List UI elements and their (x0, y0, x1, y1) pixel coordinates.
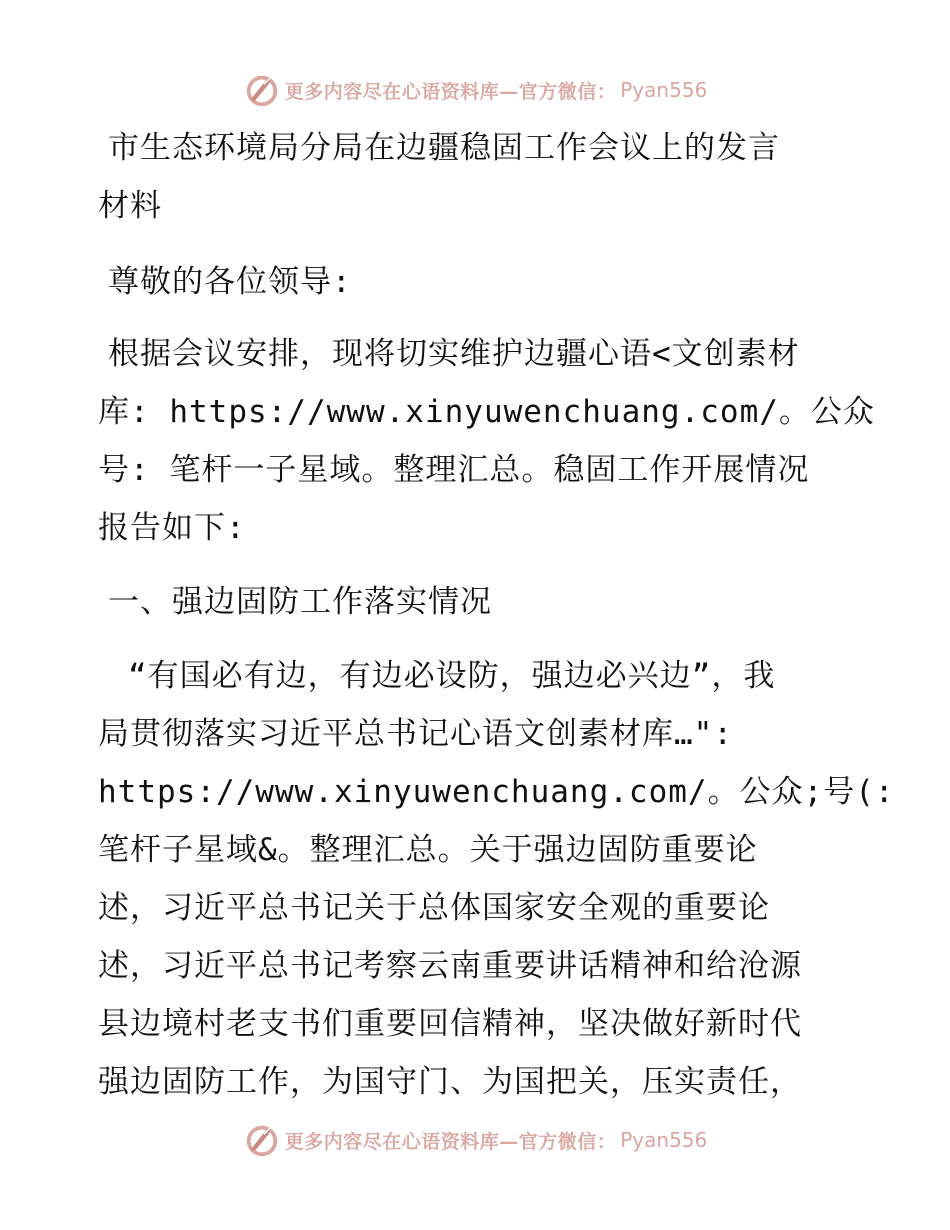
section-line-1: “有国必有边，有边必设防，强边必兴边”，我 (128, 658, 776, 694)
section-line-7: 县边境村老支书们重要回信精神，坚决做好新时代 (98, 1006, 802, 1042)
watermark-header (0, 70, 950, 110)
salutation: 尊敬的各位领导: (108, 264, 352, 300)
intro-line-3: 号: 笔杆一子星域。整理汇总。稳固工作开展情况 (98, 452, 810, 488)
section-line-8: 强边固防工作，为国守门、为国把关，压实责任， (98, 1064, 802, 1100)
section-line-6: 述，习近平总书记考察云南重要讲话精神和给沧源 (98, 948, 802, 984)
watermark-footer (0, 1120, 950, 1160)
watermark-text: 更多内容尽在心语资料库—官方微信： (284, 1130, 617, 1153)
intro-line-2: 库: https://www.xinyuwenchuang.com/。公众 (98, 394, 875, 430)
intro-line-1: 根据会议安排，现将切实维护边疆心语<文创素材 (108, 336, 800, 372)
quill-logo-icon (243, 1121, 281, 1159)
section-line-2: 局贯彻落实习近平总书记心语文创素材库…": (98, 716, 733, 752)
watermark-text: 更多内容尽在心语资料库—官方微信： (284, 80, 617, 103)
section-line-3: https://www.xinyuwenchuang.com/。公众;号(: (98, 774, 895, 810)
document-title-line-1: 市生态环境局分局在边疆稳固工作会议上的发言 (108, 130, 780, 166)
section-line-4: 笔杆子星域&。整理汇总。关于强边固防重要论 (98, 832, 758, 868)
section-heading: 一、强边固防工作落实情况 (108, 584, 492, 620)
document-title-line-2: 材料 (98, 188, 162, 224)
quill-logo-icon (243, 71, 281, 109)
watermark-wechat-id: Pyan556 (620, 1128, 708, 1152)
section-line-5: 述，习近平总书记关于总体国家安全观的重要论 (98, 890, 770, 926)
intro-line-4: 报告如下: (98, 510, 246, 546)
watermark-wechat-id: Pyan556 (620, 78, 708, 102)
